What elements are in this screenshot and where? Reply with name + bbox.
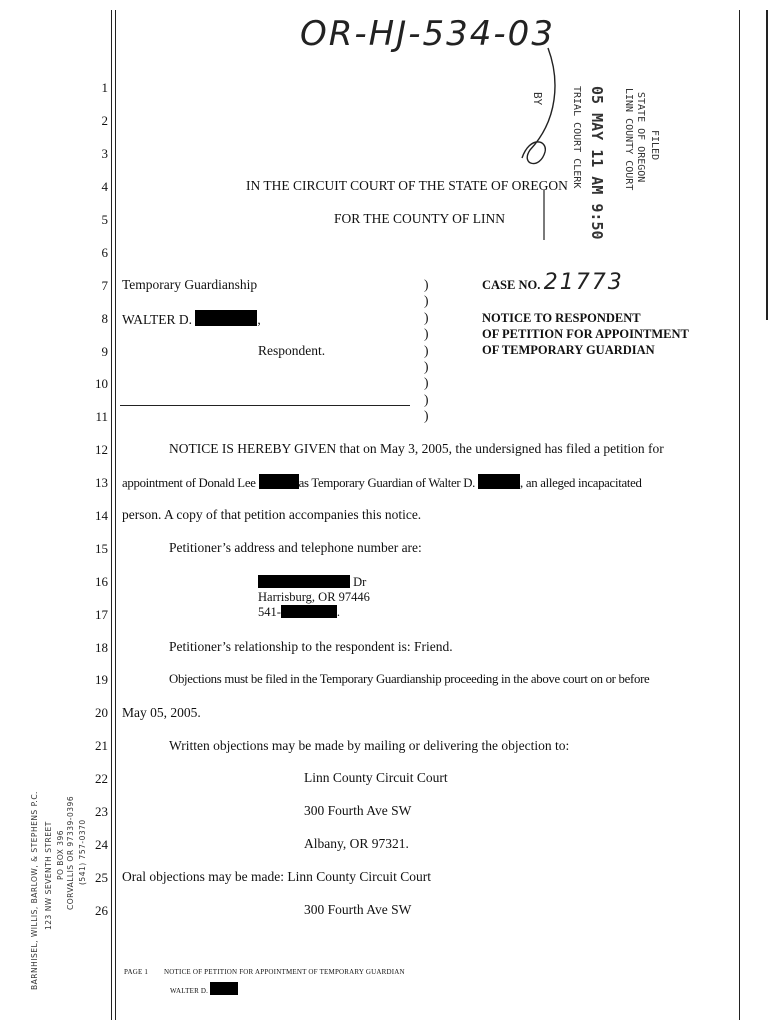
stamp-county-court: LINN COUNTY COURT bbox=[623, 88, 634, 191]
line-number: 3 bbox=[101, 146, 108, 161]
court-street: 300 Fourth Ave SW bbox=[304, 803, 412, 818]
footer-name: WALTER D. bbox=[170, 987, 209, 995]
objections-line2: May 05, 2005. bbox=[122, 705, 201, 720]
right-edge-mark bbox=[766, 10, 768, 320]
line-number: 10 bbox=[95, 376, 108, 391]
address-phone bbox=[258, 605, 370, 620]
left-margin-rule-outer bbox=[111, 10, 112, 1020]
line-number: 23 bbox=[95, 804, 108, 819]
nominee-name: appointment of Donald Lee bbox=[122, 476, 256, 490]
caption-parentheses: ) ) ) ) ) ) ) ) ) bbox=[424, 277, 429, 424]
line-number: 22 bbox=[95, 771, 108, 786]
address-end: . bbox=[336, 605, 341, 619]
address-street bbox=[258, 575, 370, 590]
address-street-suffix: Dr bbox=[353, 575, 367, 589]
petitioner-contact-label: Petitioner’s address and telephone number are: bbox=[169, 540, 422, 555]
respondent-suffix: , bbox=[257, 312, 261, 327]
relationship-statement: Petitioner’s relationship to the respondent is: Friend. bbox=[169, 639, 453, 654]
case-number-field bbox=[482, 270, 624, 295]
notice-line2 bbox=[122, 474, 642, 491]
case-number-value: 21773 bbox=[543, 270, 624, 295]
line-number: 5 bbox=[101, 212, 108, 227]
objections-line1: Objections must be filed in the Temporary Guardianship proceeding in the above court on or before bbox=[169, 672, 650, 686]
caption-underline bbox=[120, 405, 410, 406]
line-number: 12 bbox=[95, 442, 108, 457]
document-title-line1: NOTICE TO RESPONDENT bbox=[482, 311, 641, 325]
firm-phone: (541) 757-0370 bbox=[78, 819, 87, 885]
footer-title: NOTICE OF PETITION FOR APPOINTMENT OF TEMPORARY GUARDIAN bbox=[164, 968, 405, 976]
footer bbox=[124, 968, 405, 976]
line-number: 18 bbox=[95, 640, 108, 655]
stamp-by: BY bbox=[531, 92, 544, 106]
line-number: 16 bbox=[95, 574, 108, 589]
notice-line1: NOTICE IS HEREBY GIVEN that on May 3, 2005, the undersigned has filed a petition for bbox=[169, 441, 664, 456]
firm-city: CORVALLIS OR 97339-0396 bbox=[66, 795, 75, 910]
line-number: 19 bbox=[95, 672, 108, 687]
redaction-bar bbox=[210, 982, 238, 995]
line-number: 7 bbox=[101, 278, 108, 293]
handwritten-case-reference: OR-HJ-534-03 bbox=[300, 14, 555, 54]
respondent-name: WALTER D. bbox=[122, 312, 192, 327]
oral-street: 300 Fourth Ave SW bbox=[304, 902, 412, 917]
stamp-state: STATE OF OREGON bbox=[635, 92, 646, 183]
caption-matter: Temporary Guardianship bbox=[122, 277, 258, 292]
redaction-bar bbox=[258, 575, 350, 588]
document-title-line3: OF TEMPORARY GUARDIAN bbox=[482, 343, 655, 357]
line-number: 26 bbox=[95, 903, 108, 918]
firm-name: BARNHISEL, WILLIS, BARLOW, & STEPHENS P.C. bbox=[30, 791, 39, 990]
line-number: 20 bbox=[95, 705, 108, 720]
incapacitated-phrase: , an alleged incapacitated bbox=[520, 476, 642, 490]
line-number: 8 bbox=[101, 311, 108, 326]
redaction-bar bbox=[478, 474, 520, 489]
stamp-date-time: 05 MAY 11 AM 9:50 bbox=[588, 86, 606, 240]
line-number: 9 bbox=[101, 344, 108, 359]
footer-page: PAGE 1 bbox=[124, 968, 149, 976]
written-objections: Written objections may be made by mailing or delivering the objection to: bbox=[169, 738, 570, 753]
redaction-bar bbox=[195, 310, 257, 326]
respondent-label: Respondent. bbox=[258, 343, 326, 358]
left-margin-rule-inner bbox=[115, 10, 116, 1020]
line-number: 13 bbox=[95, 475, 108, 490]
line-number: 2 bbox=[101, 113, 108, 128]
firm-street: 123 NW SEVENTH STREET bbox=[44, 821, 53, 930]
court-name: Linn County Circuit Court bbox=[304, 770, 448, 785]
firm-po-box: PO BOX 396 bbox=[56, 829, 65, 880]
line-number: 6 bbox=[101, 245, 108, 260]
line-number: 11 bbox=[95, 409, 108, 424]
document-title-line2: OF PETITION FOR APPOINTMENT bbox=[482, 327, 689, 341]
redaction-bar bbox=[259, 474, 299, 489]
line-number: 25 bbox=[95, 870, 108, 885]
caption-respondent bbox=[122, 310, 261, 328]
footer-respondent bbox=[170, 982, 238, 995]
address-phone-prefix: 541- bbox=[258, 605, 281, 619]
line-number: 15 bbox=[95, 541, 108, 556]
line-number: 14 bbox=[95, 508, 108, 523]
line-number: 1 bbox=[101, 80, 108, 95]
case-number-label: CASE NO. bbox=[482, 278, 541, 292]
petitioner-address bbox=[258, 575, 370, 620]
court-heading-line2: FOR THE COUNTY OF LINN bbox=[334, 211, 506, 226]
line-number: 17 bbox=[95, 607, 108, 622]
court-heading-line1: IN THE CIRCUIT COURT OF THE STATE OF OREGON bbox=[246, 178, 568, 193]
oral-objections: Oral objections may be made: Linn County Circuit Court bbox=[122, 869, 431, 884]
clerk-signature bbox=[500, 40, 580, 240]
redaction-bar bbox=[281, 605, 337, 618]
stamp-clerk: TRIAL COURT CLERK bbox=[571, 86, 582, 189]
guardian-phrase: as Temporary Guardian of Walter D. bbox=[298, 476, 476, 490]
address-city: Harrisburg, OR 97446 bbox=[258, 590, 370, 604]
stamp-filed: FILED bbox=[649, 130, 660, 161]
line-number: 4 bbox=[101, 179, 108, 194]
right-margin-rule bbox=[739, 10, 740, 1020]
document-title bbox=[482, 310, 689, 358]
line-number: 24 bbox=[95, 837, 108, 852]
court-city: Albany, OR 97321. bbox=[304, 836, 409, 851]
line-number: 21 bbox=[95, 738, 108, 753]
notice-line3: person. A copy of that petition accompanies this notice. bbox=[122, 507, 422, 522]
